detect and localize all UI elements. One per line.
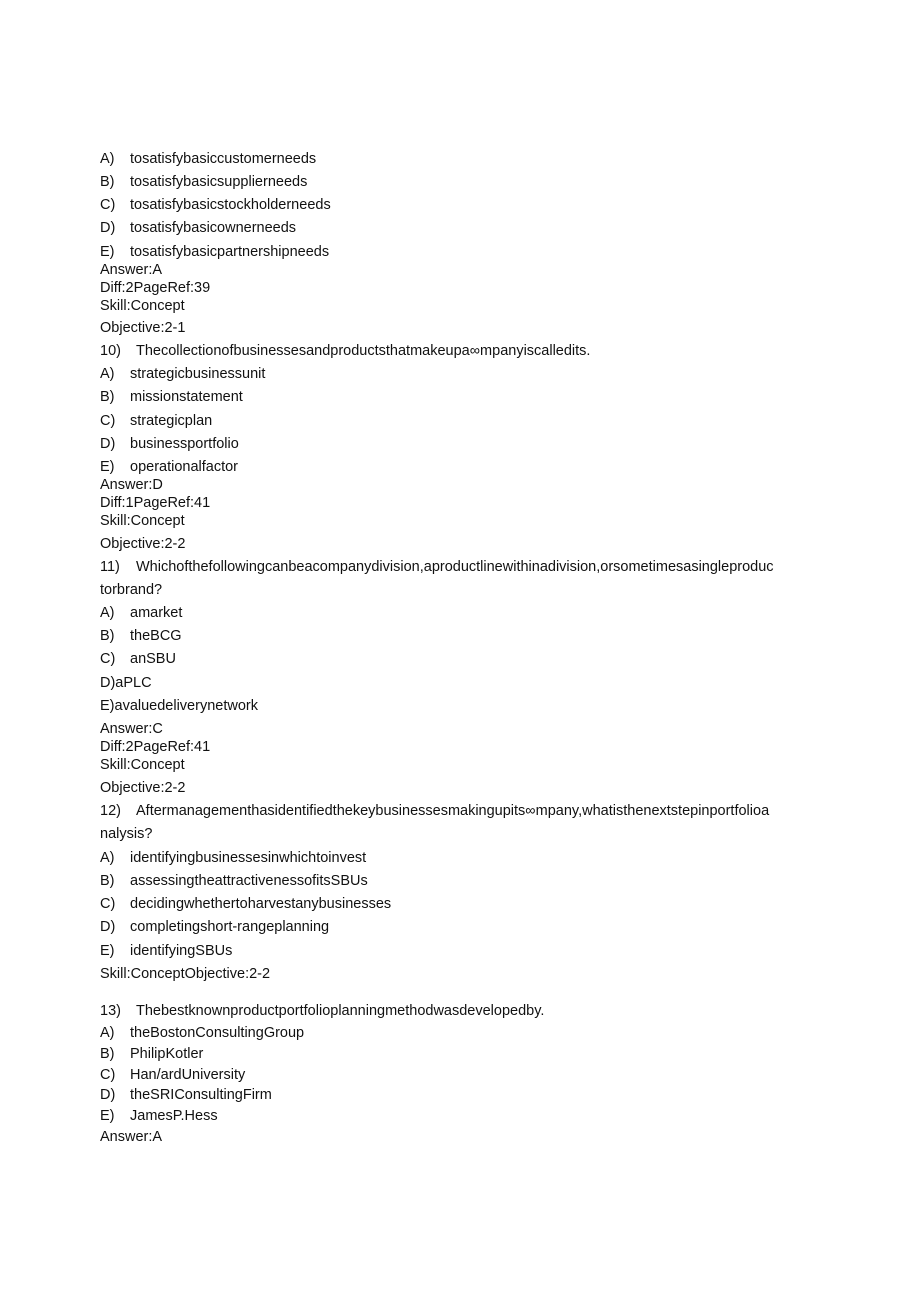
option-c: C) strategicplan [100, 413, 213, 429]
option-d: D) theSRIConsultingFirm [100, 1087, 272, 1103]
objective-line: Objective:2-2 [100, 780, 186, 796]
option-c: C) decidingwhethertoharvestanybusinesses [100, 896, 392, 912]
question-11: 11) Whichofthefollowingcanbeacompanydivision,aproductlinewithinadivision,orsometimesasingleproduc [100, 559, 774, 575]
option-b: B) theBCG [100, 628, 182, 644]
option-d: D) completingshort-rangeplanning [100, 919, 330, 935]
answer-line: Answer:C [100, 721, 163, 737]
option-d: D)aPLC [100, 675, 152, 691]
option-b: B) PhilipKotler [100, 1046, 204, 1062]
diff-line: Diff:2PageRef:41 [100, 739, 211, 755]
option-b: B) missionstatement [100, 389, 243, 405]
option-e: E)avaluedeliverynetwork [100, 698, 258, 714]
option-a: A) identifyingbusinessesinwhichtoinvest [100, 850, 367, 866]
option-a: A) amarket [100, 605, 183, 621]
option-a: A) tosatisfybasiccustomerneeds [100, 151, 317, 167]
diff-line: Diff:2PageRef:39 [100, 280, 211, 296]
skill-line: Skill:Concept [100, 513, 185, 529]
option-e: E) operationalfactor [100, 459, 239, 475]
question-12: 12) Aftermanagementhasidentifiedthekeybusinessesmakingupits∞mpany,whatisthenextstepinportfolioa [100, 803, 770, 819]
diff-line: Diff:1PageRef:41 [100, 495, 211, 511]
option-e: E) JamesP.Hess [100, 1108, 218, 1124]
option-a: A) strategicbusinessunit [100, 366, 266, 382]
answer-line: Answer:D [100, 477, 163, 493]
option-d: D) tosatisfybasicownerneeds [100, 220, 297, 236]
question-10: 10) Thecollectionofbusinessesandproductsthatmakeupa∞mpanyiscalledits. [100, 343, 591, 359]
option-a: A) theBostonConsultingGroup [100, 1025, 305, 1041]
question-11-continued: torbrand? [100, 582, 163, 598]
option-e: E) tosatisfybasicpartnershipneeds [100, 244, 330, 260]
skill-line: Skill:Concept [100, 298, 185, 314]
option-b: B) tosatisfybasicsupplierneeds [100, 174, 308, 190]
answer-line: Answer:A [100, 262, 163, 278]
answer-line: Answer:A [100, 1129, 163, 1145]
objective-line: Objective:2-1 [100, 320, 186, 336]
question-12-continued: nalysis? [100, 826, 153, 842]
option-b: B) assessingtheattractivenessofitsSBUs [100, 873, 368, 889]
option-c: C) tosatisfybasicstockholderneeds [100, 197, 331, 213]
option-c: C) anSBU [100, 651, 176, 667]
skill-line: Skill:Concept [100, 757, 185, 773]
objective-line: Objective:2-2 [100, 536, 186, 552]
option-d: D) businessportfolio [100, 436, 239, 452]
option-c: C) Han/ardUniversity [100, 1067, 246, 1083]
skill-objective-line: Skill:ConceptObjective:2-2 [100, 966, 271, 982]
option-e: E) identifyingSBUs [100, 943, 233, 959]
question-13: 13) Thebestknownproductportfolioplanningmethodwasdevelopedby. [100, 1003, 545, 1019]
